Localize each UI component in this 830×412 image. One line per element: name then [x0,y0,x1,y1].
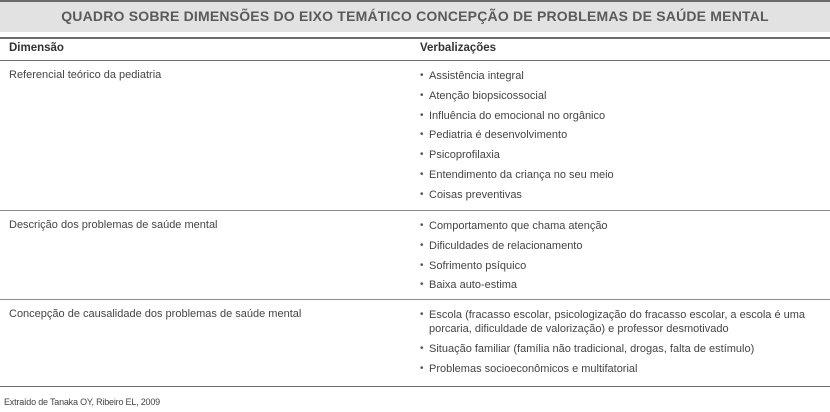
list-item: • Escola (fracasso escolar, psicologização do fracasso escolar, a escola é uma porcaria, dificuldade de valorização) e professor desmotivado [420,308,815,336]
list-item: • Coisas preventivas [420,188,815,202]
header-verbalizations: Verbalizações [420,42,497,54]
source-caption: Extraído de Tanaka OY, Ribeiro EL, 2009 [4,397,160,407]
list-item: • Psicoprofilaxia [420,148,815,162]
table-row [0,300,830,387]
list-item: • Pediatria é desenvolvimento [420,128,815,142]
list-item: • Baixa auto-estima [420,278,815,292]
list-item: • Entendimento da criança no seu meio [420,168,815,182]
table-row [0,211,830,300]
table-title-bar [0,0,830,32]
row-dimension: Referencial teórico da pediatria [9,69,162,81]
list-item: • Sofrimento psíquico [420,259,815,273]
verbalization-list [420,308,815,381]
table-header-row [0,37,830,61]
list-item: • Atenção biopsicossocial [420,89,815,103]
list-item: • Comportamento que chama atenção [420,219,815,233]
list-item: • Influência do emocional no orgânico [420,109,815,123]
list-item: • Situação familiar (família não tradicional, drogas, falta de estímulo) [420,342,815,356]
list-item: • Assistência integral [420,69,815,83]
list-item: • Problemas socioeconômicos e multifatorial [420,362,815,376]
table-title: QUADRO SOBRE DIMENSÕES DO EIXO TEMÁTICO CONCEPÇÃO DE PROBLEMAS DE SAÚDE MENTAL [61,8,769,24]
row-dimension: Descrição dos problemas de saúde mental [9,219,218,231]
verbalization-list [420,219,815,298]
verbalization-list [420,69,815,208]
list-item: • Dificuldades de relacionamento [420,239,815,253]
header-dimension: Dimensão [9,42,64,54]
row-dimension: Concepção de causalidade dos problemas de saúde mental [9,308,302,320]
table-row [0,61,830,211]
